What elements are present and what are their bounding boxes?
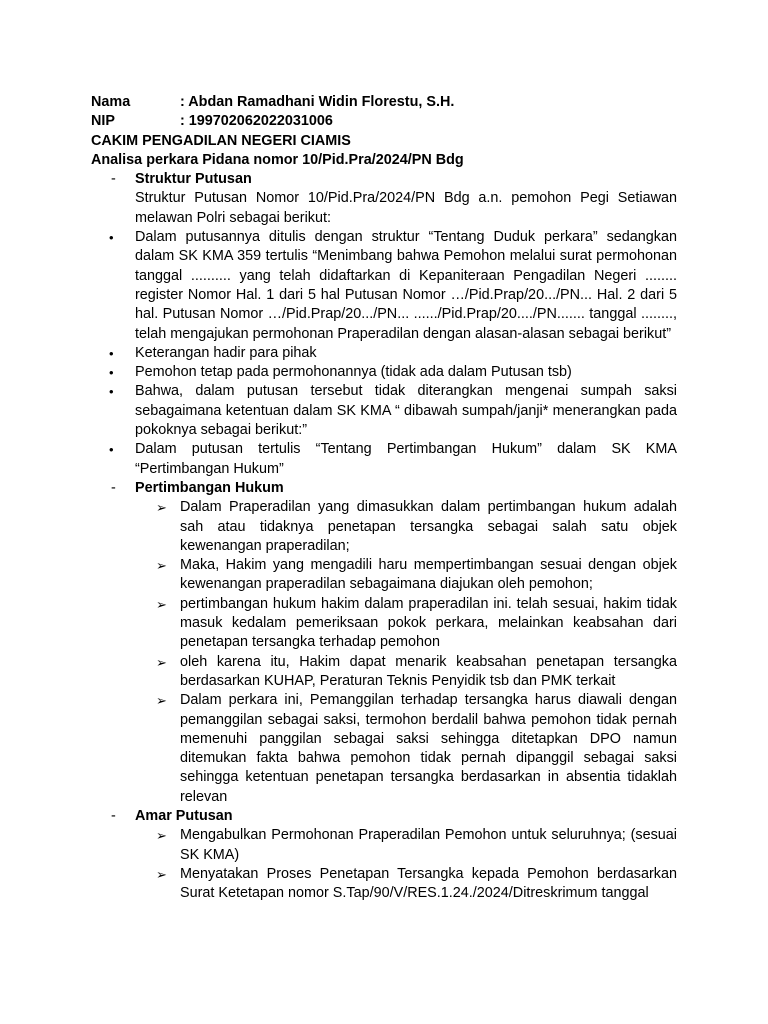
list-item — [135, 653, 677, 692]
list-item-text: Dalam Praperadilan yang dimasukkan dalam pertimbangan hukum adalah sah atau tidaknya penetapan tersangka sebagai salah satu objek kewenangan praperadilan; — [180, 499, 677, 554]
arrow-bullet-icon: ➢ — [156, 828, 167, 844]
case-subject: Analisa perkara Pidana nomor 10/Pid.Pra/2024/PN Bdg — [91, 151, 464, 168]
list-item-text: Maka, Hakim yang mengadili haru mempertimbangan sesuai dengan objek kewenangan praperadilan sebagaimana diajukan oleh pemohon; — [180, 557, 677, 593]
name-label: Nama — [91, 94, 131, 110]
section-title: Pertimbangan Hukum — [135, 479, 284, 496]
list-item-text: oleh karena itu, Hakim dapat menarik keabsahan penetapan tersangka berdasarkan KUHAP, Peraturan Teknis Penyidik tsb dan PMK terkait — [180, 653, 677, 689]
dash-marker: - — [111, 479, 116, 496]
section-title: Struktur Putusan — [135, 171, 252, 188]
dash-marker: - — [111, 807, 116, 824]
name-value: : Abdan Ramadhani Widin Florestu, S.H. — [180, 94, 455, 110]
nip-row — [91, 112, 677, 131]
list-item — [135, 498, 677, 556]
list-item-text: pertimbangan hukum hakim dalam praperadilan ini. telah sesuai, hakim tidak masuk kedalam pemeriksaan pokok perkara, melainkan keabsahan dari penetapan tersangka terhadap pemohon — [180, 595, 677, 651]
section-heading-amar — [91, 807, 677, 826]
bullet-icon: • — [109, 365, 114, 381]
list-item-text: Dalam putusan tertulis “Tentang Pertimbangan Hukum” dalam SK KMA “Pertimbangan Hukum” — [135, 441, 677, 477]
list-item — [91, 440, 677, 479]
list-item — [91, 344, 677, 363]
section-heading-pertimbangan — [91, 479, 677, 498]
section-title: Amar Putusan — [135, 807, 233, 824]
list-item-text: Dalam perkara ini, Pemanggilan terhadap tersangka harus diawali dengan pemanggilan sebagai saksi, termohon berdalil bahwa pemohon tidak pernah memenuhi panggilan sebagai saksi sehingga ditetapkan DPO namun ditemukan fakta bahwa pemohon tidak pernah dipanggil sebagai saksi sehingga ketentuan penetapan tersangka berdasarkan in absentia tidaklah relevan — [180, 692, 677, 805]
section-intro: Struktur Putusan Nomor 10/Pid.Pra/2024/PN Bdg a.n. pemohon Pegi Setiawan melawan Polri sebagai berikut: — [135, 190, 677, 226]
arrow-bullet-icon: ➢ — [156, 596, 167, 612]
dash-marker: - — [111, 171, 116, 188]
arrow-bullet-icon: ➢ — [156, 866, 167, 882]
arrow-bullet-icon: ➢ — [156, 500, 167, 516]
name-row — [91, 93, 677, 112]
organization-title: CAKIM PENGADILAN NEGERI CIAMIS — [91, 132, 351, 149]
arrow-bullet-icon: ➢ — [156, 693, 167, 709]
list-item-text: Keterangan hadir para pihak — [135, 344, 317, 361]
list-item — [135, 556, 677, 595]
list-item — [135, 595, 677, 653]
nip-value: : 199702062022031006 — [180, 113, 333, 130]
list-item — [135, 865, 677, 904]
list-item-text: Mengabulkan Permohonan Praperadilan Pemohon untuk seluruhnya; (sesuai SK KMA) — [180, 827, 677, 863]
document-body — [91, 93, 677, 903]
arrow-bullet-icon: ➢ — [156, 654, 167, 670]
bullet-icon: • — [109, 230, 114, 246]
bullet-icon: • — [109, 442, 114, 458]
nip-label: NIP — [91, 113, 115, 130]
list-item-text: Menyatakan Proses Penetapan Tersangka kepada Pemohon berdasarkan Surat Ketetapan nomor S.Tap/90/V/RES.1.24./2024/Ditreskrimum tanggal — [180, 865, 677, 902]
list-item — [91, 228, 677, 344]
list-item — [135, 826, 677, 865]
list-item — [135, 691, 677, 807]
list-item-text: Dalam putusannya ditulis dengan struktur “Tentang Duduk perkara” sedangkan dalam SK KMA 359 tertulis “Menimbang bahwa Pemohon melalui surat permohonan tanggal .......... yang telah didaftarkan di Kepaniteraan Pengadilan Negeri ........ register Nomor Hal. 1 dari 5 hal Putusan Nomor …/Pid.Prap/20.../PN... Hal. 2 dari 5 hal. Putusan Nomor …/Pid.Prap/20.../PN... ....../Pid.Prap/20..../PN....... tanggal ........, telah mengajukan permohonan Praperadilan dengan alasan-alasan sebagai berikut” — [135, 229, 677, 342]
arrow-bullet-icon: ➢ — [156, 558, 167, 574]
list-item-text: Bahwa, dalam putusan tersebut tidak diterangkan mengenai sumpah saksi sebagaimana ketentuan dalam SK KMA “ dibawah sumpah/janji* menerangkan pada pokoknya sebagai berikut:” — [135, 383, 677, 439]
bullet-icon: • — [109, 345, 114, 361]
list-item-text: Pemohon tetap pada permohonannya (tidak ada dalam Putusan tsb) — [135, 364, 572, 381]
bullet-icon: • — [109, 384, 114, 400]
list-item — [91, 382, 677, 440]
list-item — [91, 363, 677, 382]
section-heading-struktur — [91, 170, 677, 189]
